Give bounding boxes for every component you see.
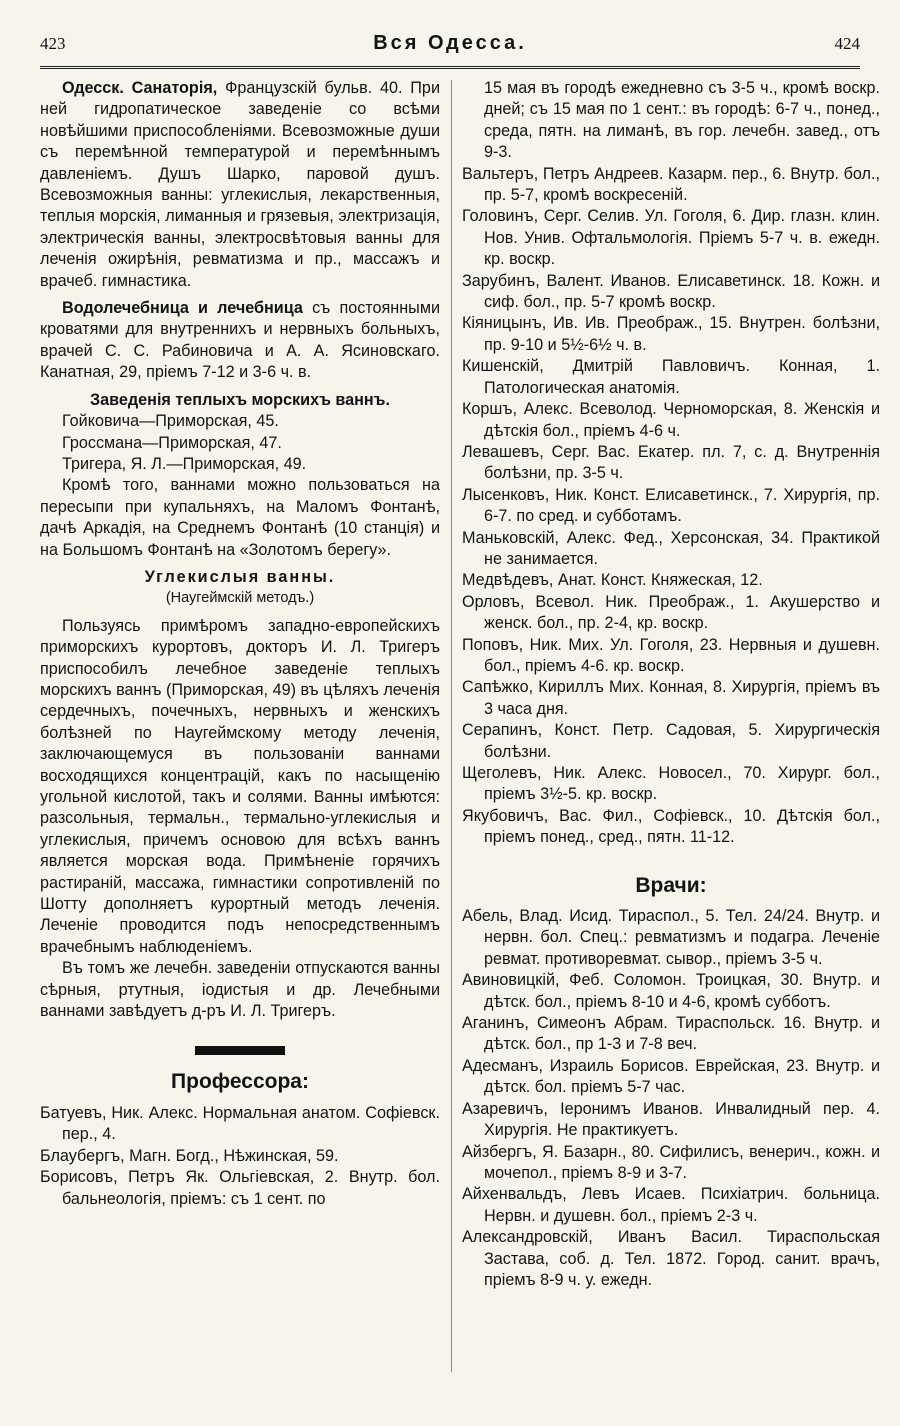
carbonic-subtitle: (Наугеймскій методъ.) <box>165 590 315 607</box>
doctor-entry: Авиновицкій, Феб. Соломон. Троицкая, 30. Внутр. и дѣтск. бол., пріемъ 8-10 и 4-6, кромѣ субботъ. <box>462 971 880 1011</box>
warm-bath-item: Гойковича—Приморская, 45. <box>62 412 279 431</box>
professor-entry: Кишенскій, Дмитрій Павловичъ. Конная, 1. Патологическая анатомія. <box>462 357 880 397</box>
professor-entry: Вальтеръ, Петръ Андреев. Казарм. пер., 6. Внутр. бол., пр. 5-7, кромѣ воскресеній. <box>462 164 880 205</box>
section-rule <box>195 1046 285 1055</box>
professor-entry: Сапѣжко, Кириллъ Мих. Конная, 8. Хирургія, пріемъ въ 3 часа дня. <box>462 678 880 718</box>
carbonic-title: Углекислыя ванны. <box>144 567 336 586</box>
professor-entry: Батуевъ, Ник. Алекс. Нормальная анатом. Софіевск. пер., 4. <box>40 1103 440 1144</box>
professor-entry: Головинъ, Серг. Селив. Ул. Гоголя, 6. Дир. глазн. клин. Нов. Унив. Офтальмологія. Пріемъ 5-7 ч. в. ежедн. кр. воскр. <box>462 207 880 269</box>
professor-entry: Борисовъ, Петръ Як. Ольгіевская, 2. Внутр. бол. бальнеологія, пріемъ: съ 1 сент. по <box>40 1168 440 1208</box>
hydro-text: съ постоянными кроватями для внутреннихъ и нервныхъ больныхъ, врачей С. С. Рабиновича и А. А. Ясиновскаго. Канатная, 29, пріемъ 7-12 и 3-6 ч. в. <box>40 299 440 382</box>
professor-entry: Блаубергъ, Магн. Богд., Нѣжинская, 59. <box>40 1146 339 1165</box>
doctor-entry: Айзбергъ, Я. Базарн., 80. Сифилисъ, венерич., кожн. и мочепол., пріемъ 8-9 и 3-7. <box>462 1142 880 1182</box>
left-column <box>40 78 440 1376</box>
professor-entry: Орловъ, Всевол. Ник. Преображ., 1. Акушерство и женск. бол., пр. 2-4, кр. воскр. <box>462 592 880 633</box>
hydro-entry <box>40 298 440 384</box>
professor-entry: Левашевъ, Серг. Вас. Екатер. пл. 7, с. д. Внутреннія болѣзни, пр. 3-5 ч. <box>462 442 880 483</box>
sanatorium-text: Французскій бульв. 40. При ней гидропатическое заведеніе со всѣми новѣйшими приспособленіями. Всевозможные души съ перемѣнной температурой и перемѣннымъ давленіемъ. Душъ Шарко, паровой душъ. Всевозможныя ванны: углекислыя, лекарственныя, теплыя морскія, лиманныя и грязевыя, электризація, электрическія ванны, электросвѣтовыя ванны для леченія ожирѣнія, ревматизма и пр., массажъ и врачеб. гимнастика. <box>40 79 440 290</box>
doctors-title: Врачи: <box>635 873 707 897</box>
carbonic-paragraph: Пользуясь примѣромъ западно-европейскихъ приморскихъ курортовъ, докторъ И. Л. Тригеръ приспособилъ лечебное заведеніе теплыхъ морскихъ ваннъ (Приморская, 49) въ цѣляхъ леченія сердечныхъ, почечныхъ, нервныхъ и женскихъ болѣзней по Наугеймскому методу леченія, заключающемуся въ пользованіи ваннами восходящихся концентрацій, какъ по насыщенію угольной кислотой, такъ и солями. Ванны имѣются: разсольныя, термальн., термально-углекислыя и углекислыя, причемъ основою для всѣхъ ваннъ является морская вода. Примѣненіе горячихъ растираній, массажа, гимнастики сопротивленій по Шотту дополняетъ курортный методъ леченія. Леченіе проводится подъ непосредственнымъ врачебнымъ наблюденіемъ. <box>40 616 440 956</box>
doctor-entry: Азаревичъ, Іеронимъ Иванов. Инвалидный пер. 4. Хирургія. Не практикуетъ. <box>462 1099 880 1140</box>
professor-entry: Серапинъ, Конст. Петр. Садовая, 5. Хирургическія болѣзни. <box>462 721 880 761</box>
professor-entry: Медвѣдевъ, Анат. Конст. Княжеская, 12. <box>462 571 763 590</box>
continued-entry: 15 мая въ городѣ ежедневно съ 3-5 ч., кромѣ воскр. дней; съ 15 мая по 1 сент.: въ городѣ: 6-7 ч., понед., среда, пятн. на лиманѣ, въ гор. лечебн. завед., отъ 9-3. <box>484 79 880 162</box>
sanatorium-entry <box>40 78 440 292</box>
professor-entry: Кіяницынъ, Ив. Ив. Преображ., 15. Внутрен. болѣзни, пр. 9-10 и 5½-6½ ч. в. <box>462 314 880 354</box>
warm-bath-item: Гроссмана—Приморская, 47. <box>62 433 282 452</box>
professor-entry: Маньковскій, Алекс. Фед., Херсонская, 34. Практикой не занимается. <box>462 528 880 568</box>
professors-title: Профессора: <box>171 1070 309 1094</box>
professor-entry: Якубовичъ, Вас. Фил., Софіевск., 10. Дѣтскія бол., пріемъ понед., сред., пятн. 11-12. <box>462 806 880 847</box>
column-divider <box>451 80 452 1372</box>
professor-entry: Лысенковъ, Ник. Конст. Елисаветинск., 7. Хирургія, пр. 6-7. по сред. и субботамъ. <box>462 485 880 526</box>
professor-entry: Поповъ, Ник. Мих. Ул. Гоголя, 23. Нервныя и душевн. бол., пріемъ 4-6. кр. воскр. <box>462 635 880 675</box>
warm-baths-note: Кромѣ того, ваннами можно пользоваться на пересыпи при купальняхъ, на Маломъ Фонтанѣ, дачѣ Аркадія, на Среднемъ Фонтанѣ (10 станція) и на Большомъ Фонтанѣ на «Золотомъ берегу». <box>40 476 440 559</box>
doctor-entry: Айхенвальдъ, Левъ Исаев. Психіатрич. больница. Нервн. и душевн. бол., пріемъ 2-3 ч. <box>462 1185 880 1225</box>
page-number-right: 424 <box>834 34 860 53</box>
page-header <box>40 30 860 69</box>
right-column <box>462 78 880 1376</box>
doctor-entry: Абель, Влад. Исид. Тираспол., 5. Тел. 24/24. Внутр. и нервн. бол. Спец.: ревматизмъ и подагра. Леченіе ревмат. противоревмат. сывор., пріемъ 3-5 ч. <box>462 907 880 968</box>
hydro-name: Водолечебница и лечебница <box>62 299 303 318</box>
professor-entry: Зарубинъ, Валент. Иванов. Елисаветинск. 18. Кожн. и сиф. бол., пр. 5-7 кромѣ воскр. <box>462 271 880 312</box>
warm-bath-item: Тригера, Я. Л.—Приморская, 49. <box>62 454 307 473</box>
doctor-entry: Александровскій, Иванъ Васил. Тираспольская Застава, соб. д. Тел. 1872. Город. санит. врачъ, пріемъ 8-9 ч. у. ежедн. <box>462 1228 880 1289</box>
carbonic-paragraph: Въ томъ же лечебн. заведеніи отпускаются ванны сѣрныя, ртутныя, іодистыя и др. Лечебными ваннами завѣдуетъ д-ръ И. Л. Тригеръ. <box>40 959 440 1021</box>
professor-entry: Щеголевъ, Ник. Алекс. Новосел., 70. Хирург. бол., пріемъ 3½-5. кр. воскр. <box>462 764 880 804</box>
doctor-entry: Аганинъ, Симеонъ Абрам. Тираспольск. 16. Внутр. и дѣтск. бол., пр 1-3 и 7-8 веч. <box>462 1014 880 1054</box>
page-number-left: 423 <box>40 34 66 53</box>
running-title: Вся Одесса. <box>373 32 527 54</box>
warm-baths-title: Заведенія теплыхъ морскихъ ваннъ. <box>90 390 390 409</box>
professor-entry: Коршъ, Алекс. Всеволод. Черноморская, 8. Женскія и дѣтскія бол., пріемъ 4-6 ч. <box>462 400 880 440</box>
sanatorium-name: Одесск. Санаторія, <box>62 79 218 97</box>
doctor-entry: Адесманъ, Израиль Борисов. Еврейская, 23. Внутр. и дѣтск. бол. пріемъ 5-7 час. <box>462 1056 880 1097</box>
